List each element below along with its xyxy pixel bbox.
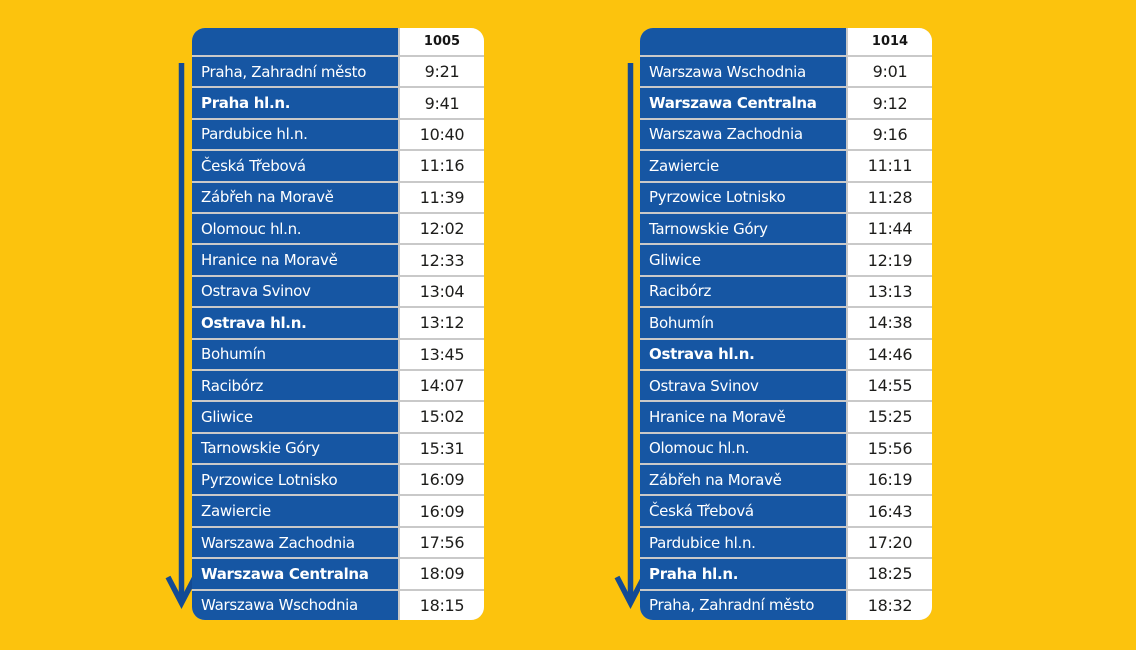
station-name: Gliwice — [640, 245, 846, 274]
departure-time: 18:25 — [846, 559, 932, 588]
departure-time: 12:33 — [398, 245, 484, 274]
station-name: Zábřeh na Moravě — [192, 183, 398, 212]
timetable-rows — [640, 55, 932, 620]
station-name: Zábřeh na Moravě — [640, 465, 846, 494]
timetable-row — [192, 118, 484, 149]
timetable-row — [640, 526, 932, 557]
station-name: Pyrzowice Lotnisko — [640, 183, 846, 212]
timetable-row — [640, 432, 932, 463]
station-name: Hranice na Moravě — [640, 402, 846, 431]
departure-time: 11:11 — [846, 151, 932, 180]
departure-time: 14:07 — [398, 371, 484, 400]
station-name: Zawiercie — [192, 496, 398, 525]
departure-time: 16:19 — [846, 465, 932, 494]
timetable-outbound — [192, 28, 484, 620]
timetable-row — [192, 432, 484, 463]
timetable-row — [192, 181, 484, 212]
timetable-row — [640, 55, 932, 86]
timetable-row — [192, 463, 484, 494]
timetable-row — [640, 86, 932, 117]
timetable-header-row — [192, 28, 484, 55]
departure-time: 13:45 — [398, 340, 484, 369]
train-number: 1005 — [398, 28, 484, 55]
timetable-row — [192, 557, 484, 588]
departure-time: 9:21 — [398, 57, 484, 86]
station-name: Zawiercie — [640, 151, 846, 180]
timetable-row — [192, 149, 484, 180]
station-name: Warszawa Centralna — [192, 559, 398, 588]
timetable-return — [640, 28, 932, 620]
timetable-row — [192, 243, 484, 274]
station-name: Česká Třebová — [640, 496, 846, 525]
timetable-row — [640, 400, 932, 431]
timetable-row — [640, 181, 932, 212]
station-name: Hranice na Moravě — [192, 245, 398, 274]
departure-time: 13:13 — [846, 277, 932, 306]
timetable-row — [640, 243, 932, 274]
station-name: Pardubice hl.n. — [192, 120, 398, 149]
departure-time: 11:44 — [846, 214, 932, 243]
departure-time: 12:02 — [398, 214, 484, 243]
departure-time: 15:56 — [846, 434, 932, 463]
timetable-row — [192, 212, 484, 243]
departure-time: 18:09 — [398, 559, 484, 588]
timetable-header-row — [640, 28, 932, 55]
station-name: Warszawa Centralna — [640, 88, 846, 117]
timetable-row — [640, 589, 932, 620]
departure-time: 15:02 — [398, 402, 484, 431]
station-name: Olomouc hl.n. — [192, 214, 398, 243]
timetable-row — [192, 400, 484, 431]
station-name: Praha, Zahradní město — [192, 57, 398, 86]
departure-time: 15:31 — [398, 434, 484, 463]
station-name: Gliwice — [192, 402, 398, 431]
station-name: Warszawa Zachodnia — [192, 528, 398, 557]
station-name: Warszawa Wschodnia — [192, 591, 398, 620]
departure-time: 17:20 — [846, 528, 932, 557]
timetable-row — [192, 86, 484, 117]
station-name: Pardubice hl.n. — [640, 528, 846, 557]
timetable-row — [192, 55, 484, 86]
station-name: Tarnowskie Góry — [640, 214, 846, 243]
departure-time: 16:09 — [398, 465, 484, 494]
timetable-row — [640, 306, 932, 337]
departure-time: 13:12 — [398, 308, 484, 337]
header-spacer — [192, 28, 398, 55]
departure-time: 9:01 — [846, 57, 932, 86]
station-name: Praha, Zahradní město — [640, 591, 846, 620]
departure-time: 9:12 — [846, 88, 932, 117]
departure-time: 11:16 — [398, 151, 484, 180]
train-number: 1014 — [846, 28, 932, 55]
departure-time: 15:25 — [846, 402, 932, 431]
timetable-row — [640, 557, 932, 588]
station-name: Česká Třebová — [192, 151, 398, 180]
departure-time: 17:56 — [398, 528, 484, 557]
departure-time: 14:38 — [846, 308, 932, 337]
station-name: Ostrava hl.n. — [192, 308, 398, 337]
timetable-row — [640, 118, 932, 149]
timetable-row — [640, 369, 932, 400]
departure-time: 12:19 — [846, 245, 932, 274]
timetable-row — [192, 338, 484, 369]
station-name: Warszawa Zachodnia — [640, 120, 846, 149]
departure-time: 10:40 — [398, 120, 484, 149]
timetable-row — [192, 369, 484, 400]
departure-time: 9:16 — [846, 120, 932, 149]
timetable-row — [640, 463, 932, 494]
station-name: Ostrava hl.n. — [640, 340, 846, 369]
station-name: Bohumín — [640, 308, 846, 337]
station-name: Warszawa Wschodnia — [640, 57, 846, 86]
departure-time: 11:39 — [398, 183, 484, 212]
station-name: Praha hl.n. — [192, 88, 398, 117]
station-name: Ostrava Svinov — [640, 371, 846, 400]
departure-time: 14:55 — [846, 371, 932, 400]
timetable-row — [192, 306, 484, 337]
station-name: Bohumín — [192, 340, 398, 369]
departure-time: 18:15 — [398, 591, 484, 620]
departure-time: 18:32 — [846, 591, 932, 620]
station-name: Tarnowskie Góry — [192, 434, 398, 463]
station-name: Racibórz — [192, 371, 398, 400]
departure-time: 14:46 — [846, 340, 932, 369]
timetable-row — [640, 149, 932, 180]
timetable-row — [192, 589, 484, 620]
departure-time: 9:41 — [398, 88, 484, 117]
station-name: Olomouc hl.n. — [640, 434, 846, 463]
station-name: Praha hl.n. — [640, 559, 846, 588]
departure-time: 13:04 — [398, 277, 484, 306]
timetable-row — [640, 338, 932, 369]
departure-time: 11:28 — [846, 183, 932, 212]
station-name: Pyrzowice Lotnisko — [192, 465, 398, 494]
timetable-row — [192, 526, 484, 557]
departure-time: 16:09 — [398, 496, 484, 525]
timetable-row — [640, 494, 932, 525]
timetable-rows — [192, 55, 484, 620]
departure-time: 16:43 — [846, 496, 932, 525]
station-name: Ostrava Svinov — [192, 277, 398, 306]
timetable-row — [192, 275, 484, 306]
station-name: Racibórz — [640, 277, 846, 306]
timetable-row — [640, 212, 932, 243]
timetable-row — [640, 275, 932, 306]
header-spacer — [640, 28, 846, 55]
timetable-row — [192, 494, 484, 525]
